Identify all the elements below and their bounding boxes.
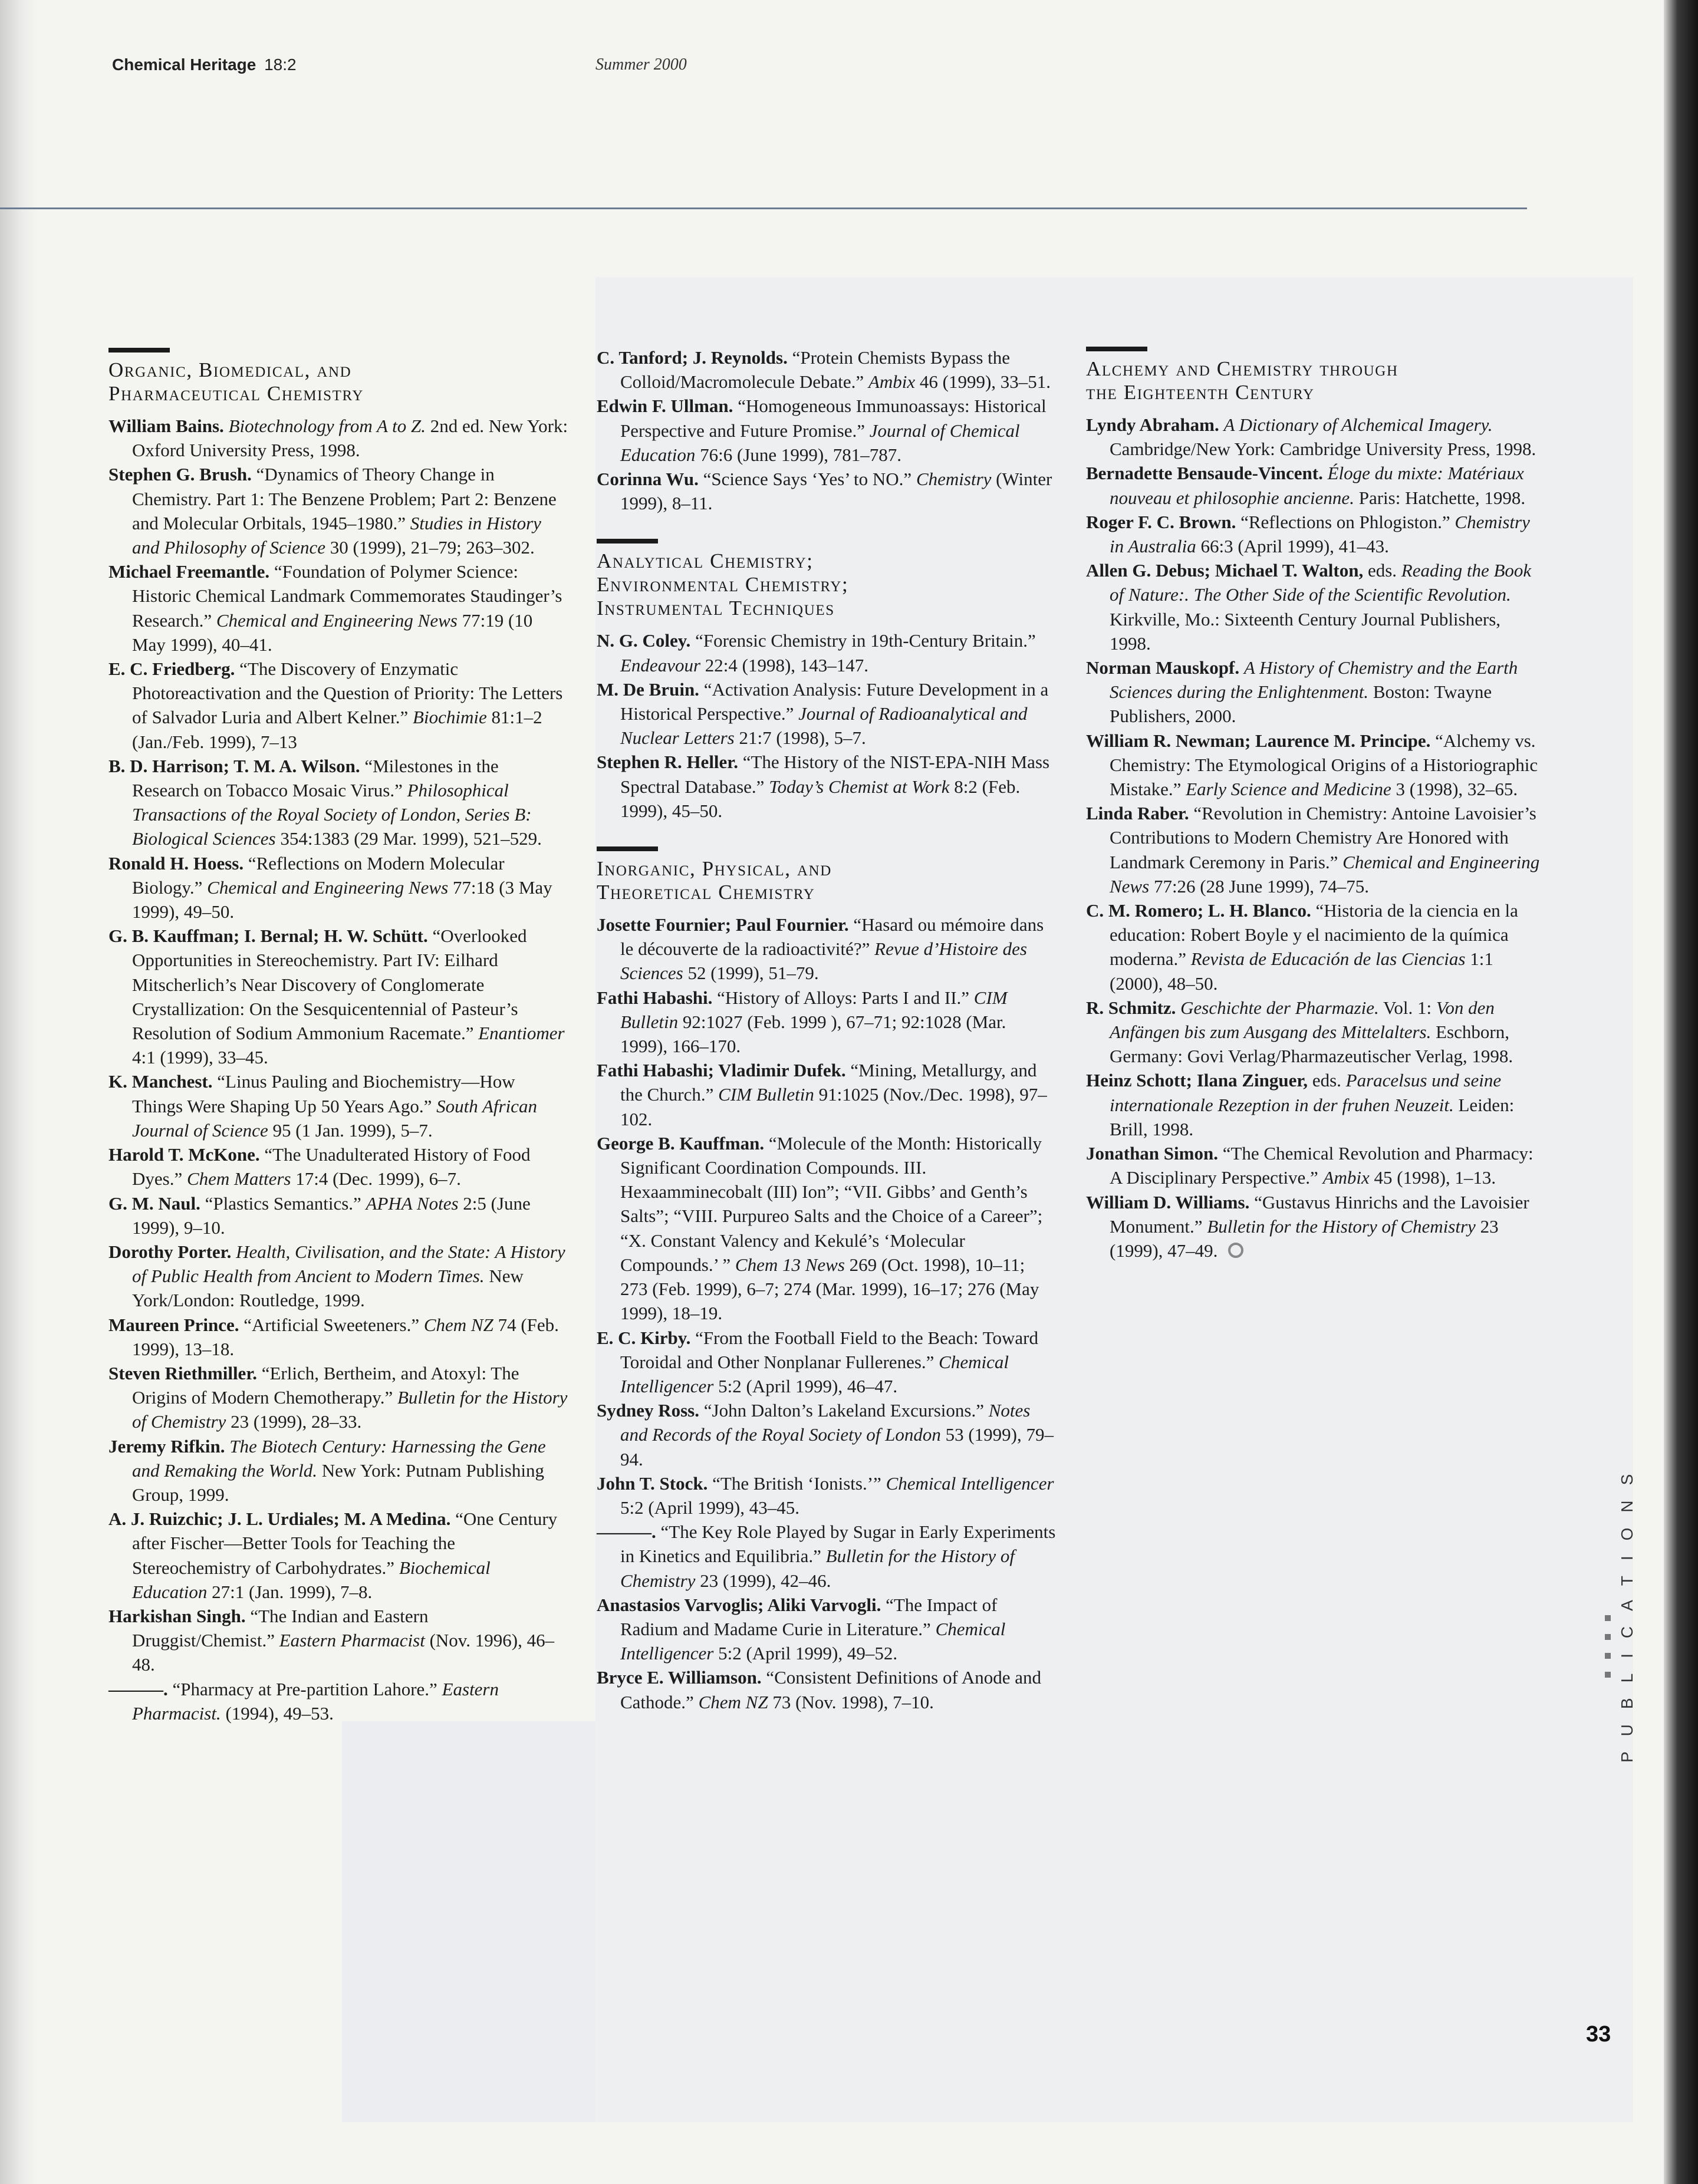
bibliography-entry xyxy=(108,754,568,851)
entry-citation: “Dynamics of Theory Change in Chemistry. Part 1: The Benzene Problem; Part 2: Benzene and Molecular Orbitals, 1945–1980.” Studies in History and Philosophy of Science 30 (1999), 21–79; 263–302. xyxy=(132,464,557,558)
entry-citation: Health, Civilisation, and the State: A History of Public Health from Ancient to Modern Times. New York/London: Routledge, 1999. xyxy=(132,1241,565,1311)
section-heading-line: Theoretical Chemistry xyxy=(597,881,815,904)
sidebar-dot xyxy=(1605,1653,1611,1659)
issue-season: Summer 2000 xyxy=(595,55,687,74)
bibliography-entry xyxy=(597,1520,1057,1593)
end-of-article-icon xyxy=(1228,1243,1243,1258)
entry-list xyxy=(597,628,1057,823)
sidebar-dot xyxy=(1605,1672,1611,1678)
entry-citation: “Pharmacy at Pre-partition Lahore.” Eastern Pharmacist. (1994), 49–53. xyxy=(132,1678,499,1724)
entry-author: Jeremy Rifkin. xyxy=(108,1435,225,1457)
bibliography-entry xyxy=(1086,1068,1546,1141)
section-heading-line: Alchemy and Chemistry through xyxy=(1086,357,1398,380)
bibliography-entry xyxy=(597,1326,1057,1399)
entry-citation: “Homogeneous Immunoassays: Historical Perspective and Future Promise.” Journal of Chemical Education 76:6 (June 1999), 781–787. xyxy=(620,396,1047,465)
scan-right-edge xyxy=(1664,0,1698,2184)
entry-citation: “Erlich, Bertheim, and Atoxyl: The Origins of Modern Chemotherapy.” Bulletin for the History of Chemistry 23 (1999), 28–33. xyxy=(132,1362,568,1432)
bibliography-entry xyxy=(597,628,1057,677)
entry-citation: “Historia de la ciencia en la education: Robert Boyle y el nacimiento de la química moderna.” Revista de Educación de las Ciencias 1:1 (2000), 48–50. xyxy=(1110,900,1518,994)
entry-author: B. D. Harrison; T. M. A. Wilson. xyxy=(108,755,360,776)
bibliography-entry xyxy=(597,986,1057,1059)
page-number: 33 xyxy=(1586,2022,1611,2047)
bibliography-entry xyxy=(108,1142,568,1191)
entry-author: Josette Fournier; Paul Fournier. xyxy=(597,914,849,935)
entry-author: William Bains. xyxy=(108,416,224,436)
section-organic-continued xyxy=(597,345,1057,515)
entry-citation: “Reflections on Modern Molecular Biology.” Chemical and Engineering News 77:18 (3 May 1999), 49–50. xyxy=(132,852,552,923)
entry-author: Roger F. C. Brown. xyxy=(1086,511,1236,532)
entry-citation: “Alchemy vs. Chemistry: The Etymological Origins of a Historiographic Mistake.” Early Science and Medicine 3 (1998), 32–65. xyxy=(1110,730,1538,800)
section-organic xyxy=(108,348,568,1725)
entry-citation: “Linus Pauling and Biochemistry—How Things Were Shaping Up 50 Years Ago.” South African Journal of Science 95 (1 Jan. 1999), 5–7. xyxy=(132,1071,537,1141)
section-heading-line: the Eighteenth Century xyxy=(1086,381,1315,404)
entry-author: C. M. Romero; L. H. Blanco. xyxy=(1086,900,1311,921)
bibliography-entry xyxy=(108,1434,568,1507)
entry-author: William R. Newman; Laurence M. Principe. xyxy=(1086,730,1431,751)
entry-author: Steven Riethmiller. xyxy=(108,1362,257,1383)
entry-citation: “The Discovery of Enzymatic Photoreactivation and the Question of Priority: The Letters of Salvador Luria and Albert Kelner.” Biochimie 81:1–2 (Jan./Feb. 1999), 7–13 xyxy=(132,658,563,752)
entry-citation: “The Unadulterated History of Food Dyes.” Chem Matters 17:4 (Dec. 1999), 6–7. xyxy=(132,1144,531,1190)
section-heading-line: Pharmaceutical Chemistry xyxy=(108,382,364,405)
section-heading xyxy=(108,358,568,406)
entry-citation: “Revolution in Chemistry: Antoine Lavoisier’s Contributions to Modern Chemistry Are Honored with Landmark Ceremony in Paris.” Chemical and Engineering News 77:26 (28 June 1999), 74–75. xyxy=(1110,803,1540,897)
bibliography-entry xyxy=(108,1191,568,1240)
entry-citation: A Dictionary of Alchemical Imagery. Cambridge/New York: Cambridge University Press, 1998. xyxy=(1110,414,1536,460)
entry-author: William D. Williams. xyxy=(1086,1191,1250,1213)
scan-left-shadow xyxy=(0,0,38,2184)
section-heading-line: Environmental Chemistry; xyxy=(597,573,849,597)
publication-name: Chemical Heritage xyxy=(112,55,256,74)
entry-citation: A History of Chemistry and the Earth Sciences during the Enlightenment. Boston: Twayne Publishers, 2000. xyxy=(1110,657,1518,727)
entry-author: Harold T. McKone. xyxy=(108,1144,260,1165)
header-rule xyxy=(0,207,1527,209)
entry-author: Norman Mauskopf. xyxy=(1086,657,1240,678)
entry-author: ———. xyxy=(108,1678,168,1699)
entry-citation: “Molecule of the Month: Historically Significant Coordination Compounds. III. Hexaamminecobalt (III) Ion”; “VII. Gibbs’ and Genth’s Salts”; “VIII. Purpureo Salts and the Choice of a Career”; “X. Constant Valency and Kekulé’s ‘Molecular Compounds.’ ” Chem 13 News 269 (Oct. 1998), 10–11; 273 (Feb. 1999), 6–7; 274 (Mar. 1999), 16–17; 276 (May 1999), 18–19. xyxy=(620,1132,1043,1324)
entry-author: Ronald H. Hoess. xyxy=(108,852,244,874)
entry-author: Jonathan Simon. xyxy=(1086,1143,1218,1164)
bibliography-entry xyxy=(1086,801,1546,898)
section-inorganic xyxy=(597,846,1057,1714)
show-through-panel-lower xyxy=(342,1721,595,2122)
bibliography-entry xyxy=(1086,558,1546,655)
bibliography-entry xyxy=(1086,729,1546,802)
section-heading xyxy=(597,857,1057,904)
entry-citation: “Consistent Definitions of Anode and Cathode.” Chem NZ 73 (Nov. 1998), 7–10. xyxy=(620,1667,1042,1712)
entry-citation: “Activation Analysis: Future Development in a Historical Perspective.” Journal of Radioanalytical and Nuclear Letters 21:7 (1998), 5–7. xyxy=(620,678,1049,749)
entry-citation: “Milestones in the Research on Tobacco Mosaic Virus.” Philosophical Transactions of the Royal Society of London, Series B: Biological Sciences 354:1383 (29 Mar. 1999), 521–529. xyxy=(132,755,542,849)
bibliography-entry xyxy=(597,1131,1057,1326)
entry-author: C. Tanford; J. Reynolds. xyxy=(597,347,788,368)
entry-citation: “The History of the NIST-EPA-NIH Mass Spectral Database.” Today’s Chemist at Work 8:2 (Feb. 1999), 45–50. xyxy=(620,752,1050,821)
entry-citation: “Artificial Sweeteners.” Chem NZ 74 (Feb. 1999), 13–18. xyxy=(132,1314,559,1359)
entry-author: ———. xyxy=(597,1521,656,1543)
entry-citation: “Science Says ‘Yes’ to NO.” Chemistry (Winter 1999), 8–11. xyxy=(620,469,1052,514)
sidebar-dots xyxy=(1605,1615,1611,1691)
entry-citation: “Reflections on Phlogiston.” Chemistry in Australia 66:3 (April 1999), 41–43. xyxy=(1110,511,1530,557)
entry-list xyxy=(597,913,1057,1714)
entry-author: Bernadette Bensaude-Vincent. xyxy=(1086,463,1323,484)
section-heading-line: Organic, Biomedical, and xyxy=(108,358,352,381)
section-bar xyxy=(597,539,658,543)
entry-author: Edwin F. Ullman. xyxy=(597,396,733,417)
bibliography-entry xyxy=(1086,996,1546,1069)
entry-author: Fathi Habashi; Vladimir Dufek. xyxy=(597,1060,846,1081)
bibliography-entry xyxy=(597,1471,1057,1520)
bibliography-entry xyxy=(108,414,568,462)
entry-author: Harkishan Singh. xyxy=(108,1605,246,1626)
column-2 xyxy=(597,345,1057,1730)
bibliography-entry xyxy=(597,1593,1057,1666)
bibliography-entry xyxy=(108,657,568,754)
bibliography-entry xyxy=(108,924,568,1069)
entry-citation: “The British ‘Ionists.’” Chemical Intelligencer 5:2 (April 1999), 43–45. xyxy=(620,1473,1054,1518)
section-heading xyxy=(1086,357,1546,404)
column-3 xyxy=(1086,347,1546,1278)
entry-author: Sydney Ross. xyxy=(597,1400,699,1421)
bibliography-entry xyxy=(108,851,568,924)
issue-number: 18:2 xyxy=(264,55,297,74)
entry-author: Dorothy Porter. xyxy=(108,1241,232,1262)
entry-citation: “Overlooked Opportunities in Stereochemistry. Part IV: Eilhard Mitscherlich’s Near Discovery of Conglomerate Crystallization: On the Sesquicentennial of Pasteur’s Resolution of Sodium Ammonium Racemate.” Enantiomer 4:1 (1999), 33–45. xyxy=(132,925,565,1068)
bibliography-entry xyxy=(597,1665,1057,1714)
section-bar xyxy=(108,348,170,353)
column-1 xyxy=(108,348,568,1741)
entry-citation: “Gustavus Hinrichs and the Lavoisier Monument.” Bulletin for the History of Chemistry 23 (1999), 47–49. xyxy=(1110,1191,1529,1261)
section-bar xyxy=(597,846,658,851)
section-heading-line: Instrumental Techniques xyxy=(597,597,835,620)
section-heading xyxy=(597,549,1057,620)
entry-citation: eds. Paracelsus und seine internationale Rezeption in der fruhen Neuzeit. Leiden: Brill, 1998. xyxy=(1110,1070,1515,1139)
entry-citation: The Biotech Century: Harnessing the Gene and Remaking the World. New York: Putnam Publishing Group, 1999. xyxy=(132,1435,546,1505)
entry-citation: “One Century after Fischer—Better Tools for Teaching the Stereochemistry of Carbohydrates.” Biochemical Education 27:1 (Jan. 1999), 7–8. xyxy=(132,1508,558,1602)
bibliography-entry xyxy=(1086,510,1546,558)
entry-author: Lyndy Abraham. xyxy=(1086,414,1219,435)
entry-citation: “Hasard ou mémoire dans le découverte de la radioactivité?” Revue d’Histoire des Sciences 52 (1999), 51–79. xyxy=(620,914,1044,984)
entry-citation: Biotechnology from A to Z. 2nd ed. New York: Oxford University Press, 1998. xyxy=(132,416,568,461)
entry-author: Fathi Habashi. xyxy=(597,987,713,1008)
bibliography-entry xyxy=(597,394,1057,467)
running-header xyxy=(112,55,297,74)
bibliography-entry xyxy=(108,1507,568,1604)
bibliography-entry xyxy=(597,913,1057,986)
entry-author: George B. Kauffman. xyxy=(597,1132,765,1154)
entry-citation: Geschichte der Pharmazie. Vol. 1: Von den Anfängen bis zum Ausgang des Mittelalters. Eschborn, Germany: Govi Verlag/Pharmazeutischer Verlag, 1998. xyxy=(1110,997,1513,1067)
bibliography-entry xyxy=(1086,1141,1546,1190)
section-heading-line: Inorganic, Physical, and xyxy=(597,857,832,881)
entry-author: R. Schmitz. xyxy=(1086,997,1176,1018)
bibliography-entry xyxy=(108,462,568,559)
bibliography-entry xyxy=(597,467,1057,515)
entry-citation: “Mining, Metallurgy, and the Church.” CIM Bulletin 91:1025 (Nov./Dec. 1998), 97–102. xyxy=(620,1060,1047,1129)
entry-author: N. G. Coley. xyxy=(597,630,691,651)
sidebar-dot xyxy=(1605,1615,1611,1621)
entry-author: John T. Stock. xyxy=(597,1473,708,1494)
section-label-vertical: PUBLICATIONS xyxy=(1618,1458,1636,1763)
bibliography-entry xyxy=(597,677,1057,750)
bibliography-entry xyxy=(108,1604,568,1677)
section-bar xyxy=(1086,347,1147,351)
entry-citation: “Foundation of Polymer Science: Historic Chemical Landmark Commemorates Staudinger’s Research.” Chemical and Engineering News 77:19 (10 May 1999), 40–41. xyxy=(132,561,562,655)
bibliography-entry xyxy=(1086,898,1546,996)
sidebar-dot xyxy=(1605,1634,1611,1640)
entry-author: Maureen Prince. xyxy=(108,1314,239,1335)
section-alchemy xyxy=(1086,347,1546,1263)
entry-citation: “Plastics Semantics.” APHA Notes 2:5 (June 1999), 9–10. xyxy=(132,1193,531,1238)
bibliography-entry xyxy=(108,1069,568,1142)
entry-citation: “John Dalton’s Lakeland Excursions.” Notes and Records of the Royal Society of London 53 (1999), 79–94. xyxy=(620,1400,1054,1470)
bibliography-entry xyxy=(108,1313,568,1361)
entry-author: A. J. Ruizchic; J. L. Urdiales; M. A Medina. xyxy=(108,1508,451,1530)
bibliography-entry xyxy=(597,345,1057,394)
entry-author: M. De Bruin. xyxy=(597,678,699,700)
entry-author: G. B. Kauffman; I. Bernal; H. W. Schütt. xyxy=(108,925,428,947)
bibliography-entry xyxy=(108,1361,568,1434)
bibliography-entry xyxy=(108,1240,568,1313)
bibliography-entry xyxy=(1086,1190,1546,1263)
entry-citation: “The Impact of Radium and Madame Curie in Literature.” Chemical Intelligencer 5:2 (April 1999), 49–52. xyxy=(620,1594,1006,1664)
section-heading-line: Analytical Chemistry; xyxy=(597,549,814,573)
bibliography-entry xyxy=(108,1677,568,1725)
entry-list xyxy=(1086,413,1546,1263)
entry-citation: “The Key Role Played by Sugar in Early Experiments in Kinetics and Equilibria.” Bulletin for the History of Chemistry 23 (1999), 42–46. xyxy=(620,1521,1056,1591)
entry-list xyxy=(108,414,568,1725)
entry-citation: “The Indian and Eastern Druggist/Chemist.” Eastern Pharmacist (Nov. 1996), 46–48. xyxy=(132,1605,555,1675)
entry-author: Bryce E. Williamson. xyxy=(597,1667,762,1688)
entry-author: Linda Raber. xyxy=(1086,803,1189,824)
bibliography-entry xyxy=(597,1058,1057,1131)
entry-author: Corinna Wu. xyxy=(597,469,699,490)
entry-citation: eds. Reading the Book of Nature:. The Other Side of the Scientific Revolution. Kirkville, Mo.: Sixteenth Century Journal Publishers, 1998. xyxy=(1110,560,1532,654)
bibliography-entry xyxy=(597,750,1057,823)
entry-author: Stephen R. Heller. xyxy=(597,752,738,773)
bibliography-entry xyxy=(597,1398,1057,1471)
bibliography-entry xyxy=(1086,461,1546,509)
entry-author: G. M. Naul. xyxy=(108,1193,200,1214)
entry-author: K. Manchest. xyxy=(108,1071,213,1092)
entry-author: Heinz Schott; Ilana Zinguer, xyxy=(1086,1070,1308,1091)
bibliography-entry xyxy=(1086,655,1546,729)
entry-author: Stephen G. Brush. xyxy=(108,464,252,485)
entry-author: E. C. Kirby. xyxy=(597,1327,691,1348)
entry-citation: “Protein Chemists Bypass the Colloid/Macromolecule Debate.” Ambix 46 (1999), 33–51. xyxy=(620,347,1051,393)
entry-citation: “From the Football Field to the Beach: Toward Toroidal and Other Nonplanar Fullerenes.” Chemical Intelligencer 5:2 (April 1999), 46–47. xyxy=(620,1327,1038,1396)
entry-author: Michael Freemantle. xyxy=(108,561,270,582)
entry-author: Anastasios Varvoglis; Aliki Varvogli. xyxy=(597,1594,881,1615)
section-analytical xyxy=(597,539,1057,823)
entry-author: E. C. Friedberg. xyxy=(108,658,235,680)
bibliography-entry xyxy=(108,559,568,657)
entry-citation: Éloge du mixte: Matériaux nouveau et philosophie ancienne. Paris: Hatchette, 1998. xyxy=(1110,463,1526,508)
entry-list xyxy=(597,345,1057,515)
entry-citation: “The Chemical Revolution and Pharmacy: A Disciplinary Perspective.” Ambix 45 (1998), 1–13. xyxy=(1110,1143,1534,1188)
bibliography-entry xyxy=(1086,413,1546,461)
entry-citation: “Forensic Chemistry in 19th-Century Britain.” Endeavour 22:4 (1998), 143–147. xyxy=(620,630,1036,676)
entry-author: Allen G. Debus; Michael T. Walton, xyxy=(1086,560,1364,581)
entry-citation: “History of Alloys: Parts I and II.” CIM Bulletin 92:1027 (Feb. 1999 ), 67–71; 92:1028 (Mar. 1999), 166–170. xyxy=(620,987,1008,1057)
